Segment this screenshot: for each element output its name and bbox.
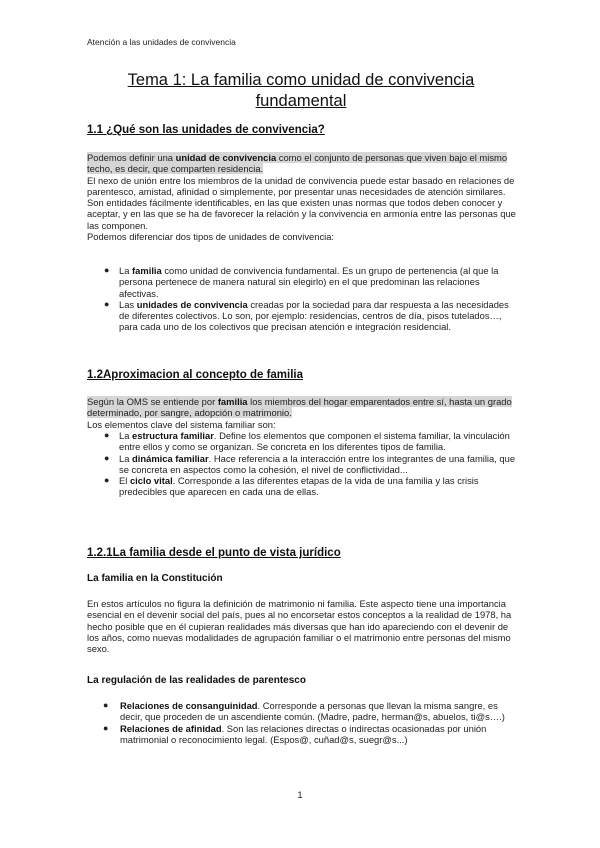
entidades-paragraph: Son entidades fácilmente identificables, en las que existen unas normas que todos deben conocer y aceptar, y en las que se ha de favorecer la relación y la convivencia en armonía entre las personas que las componen. [87,197,516,231]
bullet-icon: ● [104,430,110,440]
nexo-paragraph: El nexo de unión entre los miembros de la unidad de convivencia puede estar basado en relaciones de parentesco, amistad, afinidad o simplemente, por presentar unas necesidades de atención similares. [87,174,515,197]
bullet-icon: ● [103,722,109,733]
subheading-parentesco: La regulación de las realidades de parentesco [87,675,306,686]
bullet-icon: ● [103,700,109,710]
document-title: Tema 1: La familia como unidad de convivencia fundamental [127,71,475,110]
list-item: ● La familia como unidad de convivencia fundamental. Es un grupo de pertenencia (al que la persona pertenece de manera natural sin elegirlo) en el que predominan las relaciones afectivas. [104,265,499,299]
tipos-paragraph: Podemos diferenciar dos tipos de unidades de convivencia: [87,231,335,243]
definition-paragraph: Podemos definir una unidad de convivencia como el conjunto de personas que viven bajo el mismo techo, es decir, que comparten residencia. El nexo de unión entre los miembros de la unidad de convivencia puede estar basado en relaciones de parentesco, amistad, afinidad o simplemente, por presentar unas necesidades de atención similares. Son entidades fácilmente identificables, en las que existen unas normas que todos deben conocer y aceptar, y en las que se ha de favorecer la relación y la convivencia en armonía entre las personas que las componen. Podemos diferenciar dos tipos de unidades de convivencia: [87,152,516,243]
constitucion-paragraph: En estos artículos no figura la definición de matrimonio ni familia. Este aspecto tiene una importancia esencial en el devenir social del país, pues al no encorsetar estos conceptos a la realidad de 1978, ha hecho posible que en él cupieran realidades más diversas que han ido apareciendo con el devenir de los años, como nuevas modalidades de agrupación familiar o el matrimonio entre personas del mismo sexo. [87,598,512,655]
section-heading-1-2: 1.2Aproximacion al concepto de familia [87,369,304,381]
elementos-paragraph: Los elementos clave del sistema familiar son: [87,418,276,430]
oms-paragraph: Según la OMS se entiende por familia los miembros del hogar emparentados entre sí, hasta un grado determinado, por sangre, adopción o matrimonio. Los elementos clave del sistema familiar son: [87,396,512,430]
list-item: ● Relaciones de consanguinidad. Corresponde a personas que llevan la misma sangre, es decir, que proceden de un ascendiente común. (Madre, padre, herman@s, abuelos, ti@s….) [103,700,505,723]
section-heading-1-2-1: 1.2.1La familia desde el punto de vista jurídico [87,547,341,559]
subheading-constitucion: La familia en la Constitución [87,573,223,584]
kinship-list [87,700,519,745]
list-item: ● El ciclo vital. Corresponde a las diferentes etapas de la vida de una familia y las crisis predecibles que aparecen en cada una de ellas. [104,475,479,498]
list-item: ● La estructura familiar. Define los elementos que componen el sistema familiar, la vinculación entre ellos y como se organizan. Se concreta en los diferentes tipos de familia. [104,430,510,453]
bullet-icon: ● [104,298,110,309]
page-number: 1 [297,790,303,801]
family-elements-list [87,430,519,498]
unit-types-list [87,265,519,333]
bullet-icon: ● [104,265,110,275]
list-item: ● Relaciones de afinidad. Son las relaciones directas o indirectas ocasionadas por unión matrimonial o reconocimiento legal. (Espos@, cuñad@s, suegr@s...) [103,722,487,745]
bullet-icon: ● [104,452,110,463]
running-header: Atención a las unidades de convivencia [87,37,236,47]
list-item: ● Las unidades de convivencia creadas por la sociedad para dar respuesta a las necesidades de diferentes colectivos. Lo son, por ejemplo: residencias, centros de día, pisos tutelados…, para cada uno de los colectivos que precisan atención e integración residencial. [104,298,509,333]
section-heading-1-1: 1.1 ¿Qué son las unidades de convivencia? [87,124,325,136]
list-item: ● La dinámica familiar. Hace referencia a la interacción entre los integrantes de una familia, que se concreta en aspectos como la cohesión, el nivel de conflictividad... [104,452,516,475]
bullet-icon: ● [104,475,110,486]
